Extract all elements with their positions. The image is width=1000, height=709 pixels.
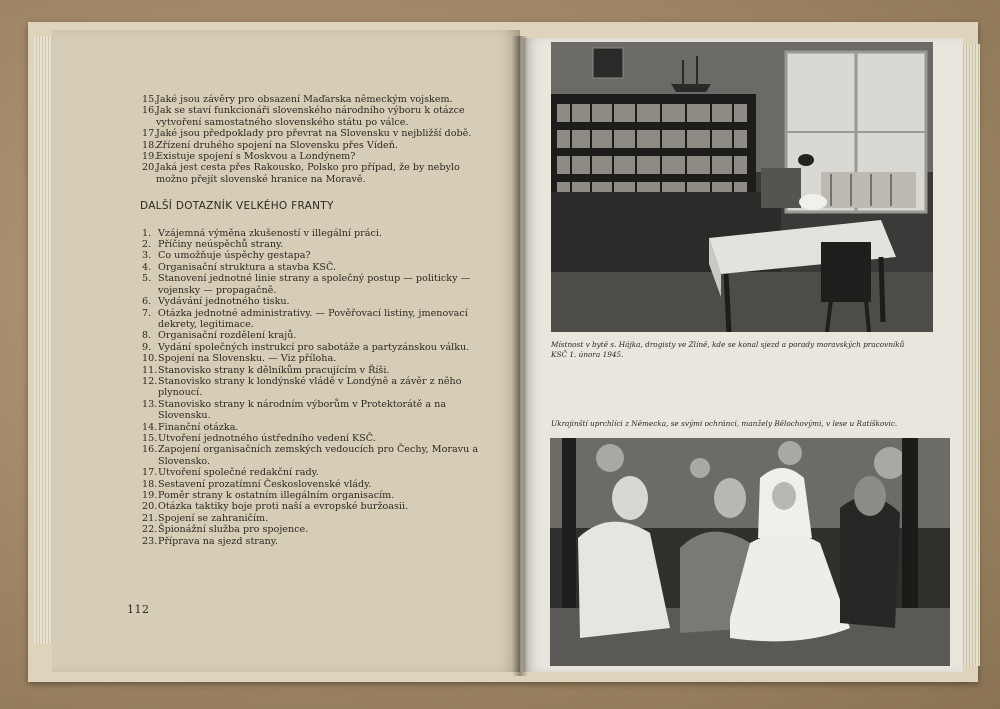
item-text: Vydávání jednotného tisku. <box>158 296 290 308</box>
item-text: Utvoření jednotného ústředního vedení KSČ. <box>158 432 376 444</box>
list-item <box>142 536 482 547</box>
item-number: 17. <box>142 128 158 140</box>
list-item <box>142 479 482 490</box>
item-text: Jaké jsou předpoklady pro převrat na Slovensku v nejbližší době. <box>156 128 472 140</box>
list-item <box>142 513 482 524</box>
item-text: Příprava na sjezd strany. <box>158 535 278 547</box>
item-number: 6. <box>142 296 152 308</box>
item-number: 3. <box>142 250 152 262</box>
item-text: Organisační rozdělení krajů. <box>158 330 297 342</box>
item-number: 18. <box>142 478 158 490</box>
item-number: 12. <box>142 375 158 387</box>
item-text: Spojení se zahraničím. <box>158 512 269 524</box>
list-item <box>142 444 482 467</box>
item-text: Vzájemná výměna zkušeností v illegální práci. <box>158 227 382 239</box>
list-item <box>142 422 482 433</box>
item-number: 7. <box>142 307 152 319</box>
item-number: 20. <box>142 501 158 513</box>
photo-room-interior <box>551 42 933 332</box>
item-text: Utvoření společné redakční rady. <box>158 467 319 479</box>
item-text: Vydání společných instrukcí pro sabotáže a partyzánskou válku. <box>158 341 470 353</box>
item-number: 19. <box>142 490 158 501</box>
item-text: Jak se staví funkcionáři slovenského národního výboru k otázce vytvoření samostatného slovenského státu po válce. <box>156 105 465 128</box>
photo-caption-2: Ukrajinští uprchlíci z Německa, se svými ochránci, manžely Bělochovými, v lese u Ratíškovic. <box>551 419 898 428</box>
item-number: 17. <box>142 467 158 479</box>
left-page-text <box>142 94 482 547</box>
book-gutter <box>512 36 528 676</box>
item-number: 15. <box>142 94 158 105</box>
list-item <box>142 162 482 185</box>
list-item <box>142 467 482 478</box>
item-number: 15. <box>142 432 158 444</box>
section-title: DALŠÍ DOTAZNÍK VELKÉHO FRANTY <box>140 200 334 213</box>
list-item <box>142 433 482 444</box>
question-list-a <box>142 94 482 185</box>
item-number: 1. <box>142 227 152 239</box>
list-item <box>142 151 482 162</box>
item-number: 2. <box>142 239 152 251</box>
list-item <box>142 365 482 376</box>
item-number: 10. <box>142 353 158 365</box>
list-item <box>142 94 482 105</box>
item-number: 5. <box>142 273 152 285</box>
list-item <box>142 308 482 331</box>
item-number: 4. <box>142 261 152 273</box>
item-text: Stanovisko strany k dělníkům pracujícím v Říši. <box>158 364 390 376</box>
item-text: Spojení na Slovensku. — Viz příloha. <box>158 353 337 365</box>
item-number: 8. <box>142 330 152 342</box>
item-text: Finanční otázka. <box>158 421 239 433</box>
item-number: 20. <box>142 162 158 174</box>
page-number: 112 <box>127 603 150 616</box>
item-number: 23. <box>142 535 158 547</box>
list-item <box>142 273 482 296</box>
item-text: Otázka taktiky boje proti naší a evropské buržoasii. <box>158 501 409 513</box>
item-number: 21. <box>142 512 158 524</box>
item-text: Poměr strany k ostatním illegálním organisacím. <box>158 490 395 501</box>
list-item <box>142 490 482 501</box>
list-item <box>142 228 482 239</box>
list-item <box>142 140 482 151</box>
list-item <box>142 342 482 353</box>
item-number: 22. <box>142 524 158 536</box>
item-text: Otázka jednotné administrativy. — Pověřovací listiny, jmenovací dekrety, legitimace. <box>158 307 468 330</box>
list-item <box>142 330 482 341</box>
list-item <box>142 128 482 139</box>
photo-caption-1: Místnost v bytě s. Hájka, drogisty ve Zlíně, kde se konal sjezd a porady moravských pracovníků KSČ 1. února 1945. <box>551 340 905 359</box>
list-item <box>142 262 482 273</box>
list-item <box>142 399 482 422</box>
item-number: 13. <box>142 398 158 410</box>
item-text: Stanovení jednotné linie strany a společný postup — politicky — vojensky — propagačně. <box>158 273 471 296</box>
item-text: Špionážní služba pro spojence. <box>158 524 309 536</box>
item-text: Jaká jest cesta přes Rakousko, Polsko pro případ, že by nebylo možno přejít slovenské hranice na Moravě. <box>156 162 460 185</box>
list-item <box>142 239 482 250</box>
item-text: Zřízení druhého spojení na Slovensku přes Vídeň. <box>156 139 398 151</box>
item-text: Sestavení prozatímní Československé vlády. <box>158 478 372 490</box>
list-item <box>142 501 482 512</box>
list-item <box>142 524 482 535</box>
item-text: Zapojení organisačních zemských vedoucích pro Čechy, Moravu a Slovensko. <box>158 444 479 467</box>
item-number: 19. <box>142 151 158 163</box>
item-number: 16. <box>142 105 158 117</box>
item-text: Příčiny neúspěchů strany. <box>158 239 284 251</box>
item-text: Stanovisko strany k národním výborům v Protektorátě a na Slovensku. <box>158 398 447 422</box>
list-item <box>142 353 482 364</box>
item-number: 16. <box>142 444 158 456</box>
list-item <box>142 105 482 128</box>
page-edges-left <box>34 36 54 644</box>
list-item <box>142 250 482 261</box>
item-number: 9. <box>142 341 152 353</box>
item-number: 18. <box>142 139 158 151</box>
item-text: Organisační struktura a stavba KSČ. <box>158 261 337 273</box>
item-number: 14. <box>142 421 158 433</box>
list-item <box>142 296 482 307</box>
list-item <box>142 376 482 399</box>
item-text: Jaké jsou závěry pro obsazení Maďarska německým vojskem. <box>156 94 453 105</box>
item-text: Existuje spojení s Moskvou a Londýnem? <box>156 151 356 163</box>
question-list-b <box>142 228 482 547</box>
photo-group-in-forest <box>550 438 950 666</box>
item-text: Stanovisko strany k londýnské vládě v Londýně a závěr z něho plynoucí. <box>158 375 462 399</box>
item-number: 11. <box>142 364 158 376</box>
item-text: Co umožňuje úspěchy gestapa? <box>158 250 311 262</box>
